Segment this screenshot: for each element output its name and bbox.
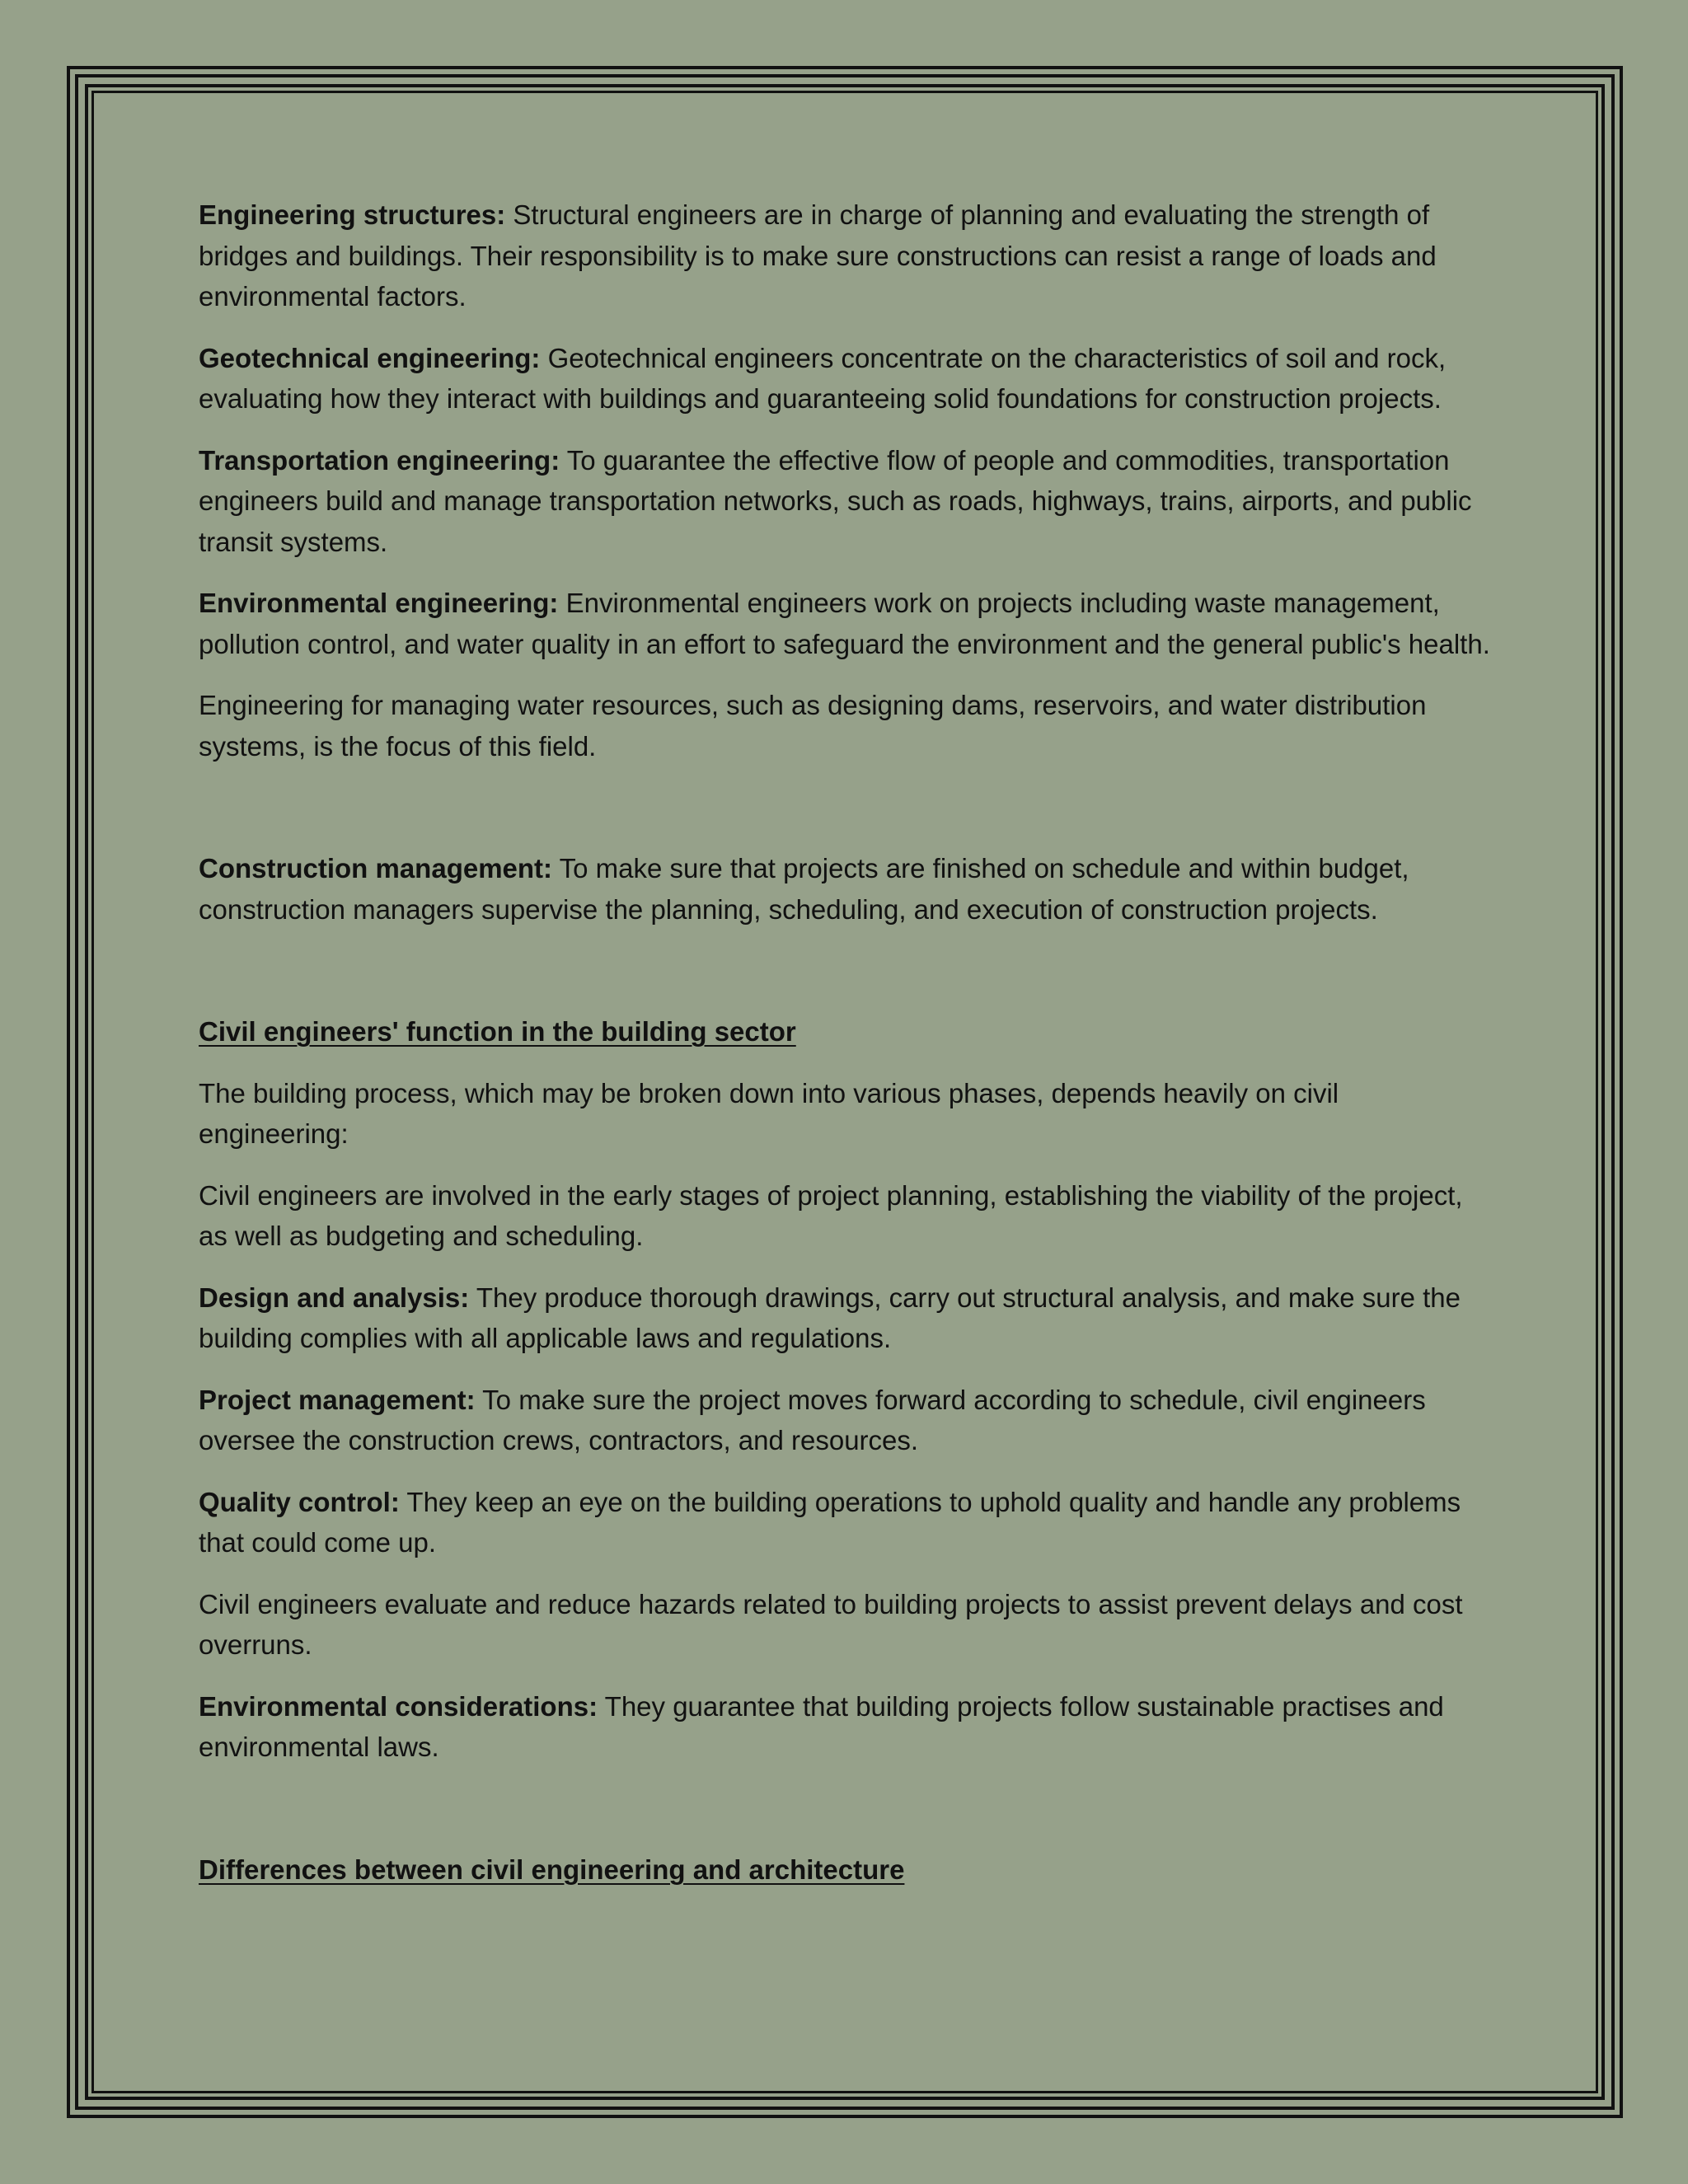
paragraph-geotechnical-engineering <box>199 338 1493 419</box>
paragraph-text: They produce thorough drawings, carry out structural analysis, and make sure the building complies with all applicable laws and regulations. <box>199 1282 1461 1353</box>
paragraph-environmental-engineering <box>199 583 1493 664</box>
paragraph-text: To guarantee the effective flow of people and commodities, transportation engineers build and manage transportation networks, such as roads, highways, trains, airports, and public transit systems. <box>199 444 1472 557</box>
spacer <box>199 950 1493 1011</box>
term-label: Environmental engineering: <box>199 588 559 618</box>
term-label: Environmental considerations: <box>199 1690 598 1722</box>
term-label: Transportation engineering: <box>199 444 560 476</box>
paragraph-text: Civil engineers are involved in the early stages of project planning, establishing the viability of the project, as well as budgeting and scheduling. <box>199 1179 1463 1251</box>
term-label: Construction management: <box>199 853 553 883</box>
paragraph-building-intro <box>199 1073 1493 1155</box>
paragraph-text: The building process, which may be broken down into various phases, depends heavily on civil engineering: <box>199 1077 1339 1149</box>
paragraph-text: Geotechnical engineers concentrate on the characteristics of soil and rock, evaluating how they interact with buildings and guaranteeing solid foundations for construction projects. <box>199 342 1447 414</box>
paragraph-text: Environmental engineers work on projects including waste management, pollution control, and water quality in an effort to safeguard the environment and the general public's health. <box>199 588 1490 659</box>
term-label: Geotechnical engineering: <box>199 342 541 373</box>
paragraph-text: To make sure that projects are finished on schedule and within budget, construction managers supervise the planning, scheduling, and execution of construction projects. <box>199 853 1409 925</box>
paragraph-text: Engineering for managing water resources, such as designing dams, reservoirs, and water distribution systems, is the focus of this field. <box>199 690 1427 762</box>
paragraph-environmental-considerations <box>199 1686 1493 1768</box>
paragraph-text: They keep an eye on the building operations to uphold quality and handle any problems that could come up. <box>199 1486 1461 1558</box>
paragraph-text: They guarantee that building projects follow sustainable practises and environmental laws. <box>199 1690 1444 1762</box>
paragraph-project-planning <box>199 1175 1493 1257</box>
paragraph-quality-control <box>199 1482 1493 1563</box>
paragraph-text: Civil engineers evaluate and reduce hazards related to building projects to assist prevent delays and cost overruns. <box>199 1588 1463 1660</box>
paragraph-risk-management <box>199 1584 1493 1666</box>
spacer <box>199 1788 1493 1849</box>
spacer <box>199 787 1493 848</box>
term-label: Quality control: <box>199 1486 400 1517</box>
section-heading-building-sector: Civil engineers' function in the building sector <box>199 1016 796 1047</box>
section-heading-differences: Differences between civil engineering and architecture <box>199 1854 905 1885</box>
paragraph-text: Structural engineers are in charge of planning and evaluating the strength of bridges and buildings. Their responsibility is to make sure constructions can resist a range of loads and environmental factors. <box>199 199 1437 312</box>
term-label: Design and analysis: <box>199 1282 470 1313</box>
paragraph-text: To make sure the project moves forward according to schedule, civil engineers oversee the construction crews, contractors, and resources. <box>199 1384 1426 1455</box>
paragraph-water-resources <box>199 685 1493 766</box>
document-body <box>199 194 1493 1910</box>
paragraph-construction-management <box>199 848 1493 930</box>
paragraph-project-management <box>199 1380 1493 1461</box>
term-label: Project management: <box>199 1384 476 1415</box>
paragraph-transportation-engineering <box>199 440 1493 563</box>
paragraph-design-analysis <box>199 1277 1493 1359</box>
paragraph-engineering-structures <box>199 194 1493 317</box>
term-label: Engineering structures: <box>199 199 506 230</box>
